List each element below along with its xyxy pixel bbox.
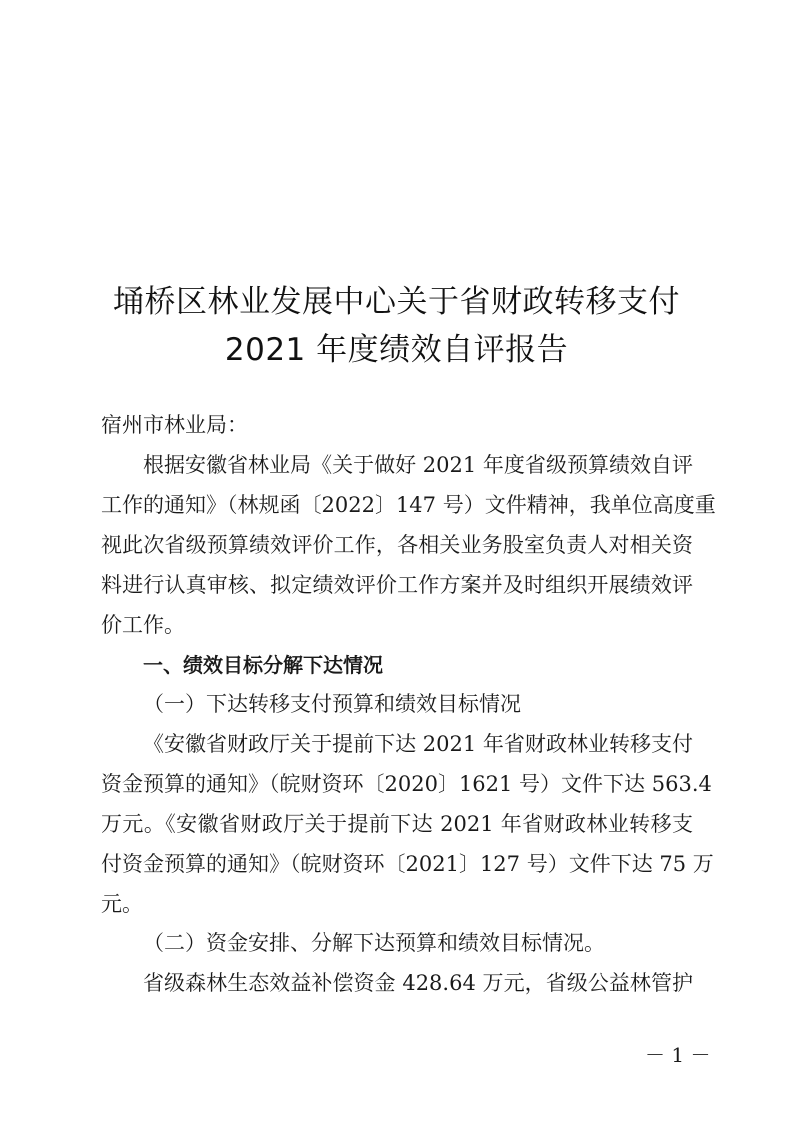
title-line-1: 埇桥区林业发展中心关于省财政转移支付	[113, 284, 680, 320]
intro-line-2: 工作的通知》（林规函〔2022〕147 号）文件精神，我单位高度重	[101, 493, 716, 517]
sub1-line-2: 资金预算的通知》（皖财资环〔2020〕1621 号）文件下达 563.4	[101, 772, 712, 796]
sub1-line-1: 《安徽省财政厅关于提前下达 2021 年省财政林业转移支付	[143, 732, 693, 756]
intro-line-1: 根据安徽省林业局《关于做好 2021 年度省级预算绩效自评	[143, 453, 693, 477]
title-line-2: 2021 年度绩效自评报告	[224, 332, 569, 368]
salutation: 宿州市林业局：	[101, 413, 248, 437]
section-1-heading: 一、绩效目标分解下达情况	[143, 653, 383, 677]
page-number: － 1 －	[645, 1043, 711, 1067]
sub1-line-3: 万元。《安徽省财政厅关于提前下达 2021 年省财政林业转移支	[101, 812, 693, 836]
sub1-line-4: 付资金预算的通知》（皖财资环〔2021〕127 号）文件下达 75 万	[101, 852, 714, 876]
subsection-2-heading: （二）资金安排、分解下达预算和绩效目标情况。	[143, 931, 605, 955]
intro-line-4: 料进行认真审核、拟定绩效评价工作方案并及时组织开展绩效评	[101, 573, 693, 597]
sub1-line-5: 元。	[101, 892, 143, 916]
subsection-1-heading: （一）下达转移支付预算和绩效目标情况	[143, 692, 521, 716]
intro-line-5: 价工作。	[101, 613, 185, 637]
sub2-line-1: 省级森林生态效益补偿资金 428.64 万元，省级公益林管护	[143, 971, 693, 995]
intro-line-3: 视此次省级预算绩效评价工作，各相关业务股室负责人对相关资	[101, 533, 693, 557]
